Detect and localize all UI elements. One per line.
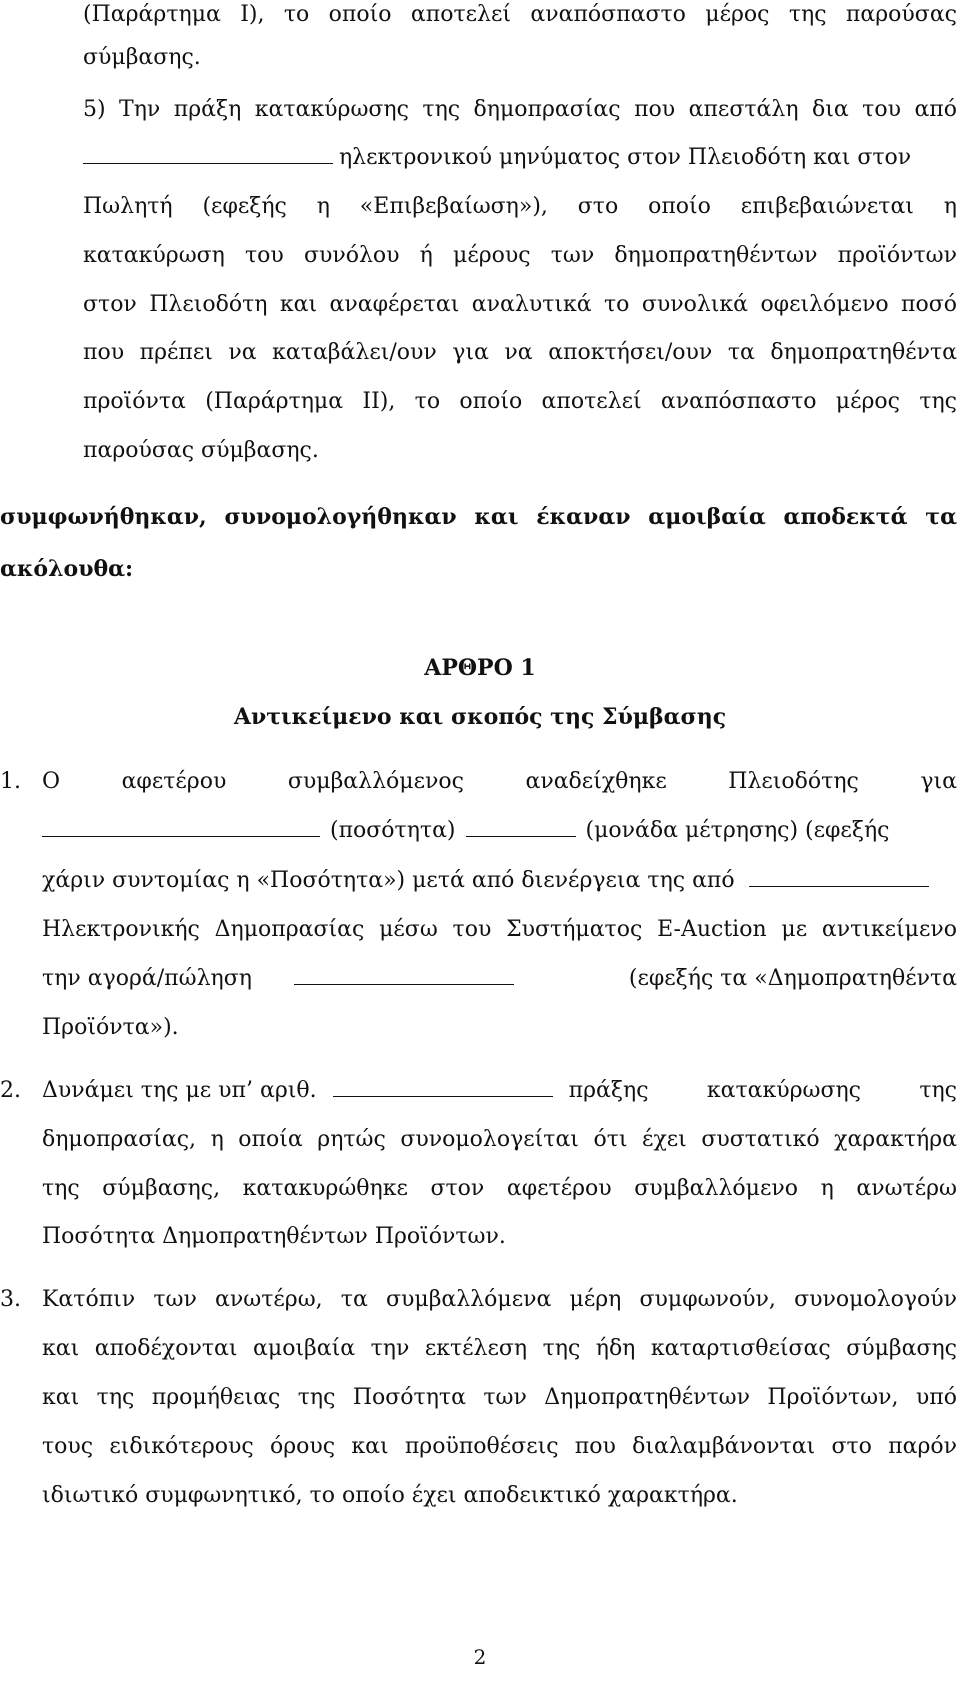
quantity-label: (ποσότητα) [330, 818, 456, 843]
agreement-line-2: ακόλουθα: [0, 556, 134, 582]
paragraph-2-line-3: της σύμβασης, κατακυρώθηκε στον αφετέρου συμβαλλόμενο η ανωτέρω [42, 1176, 957, 1201]
paragraph-2-number: 2. [0, 1078, 21, 1103]
blank-line [294, 964, 514, 985]
article-subheading: Αντικείμενο και σκοπός της Σύμβασης [233, 704, 727, 730]
paragraph-1-line-6: Προϊόντα»). [42, 1015, 179, 1040]
paragraph-2-line-4: Ποσότητα Δημοπρατηθέντων Προϊόντων. [42, 1224, 506, 1249]
paragraph-2-line-1 [42, 1076, 957, 1106]
prev-line-1: (Παράρτημα Ι), το οποίο αποτελεί αναπόσπαστο μέρος της παρούσας [83, 2, 957, 27]
paragraph-1-line-2 [42, 816, 957, 846]
blank-line [83, 143, 333, 164]
paragraph-1-line-5 [42, 964, 957, 994]
blank-line [333, 1076, 553, 1097]
paragraph-3-line-5: ιδιωτικό συμφωνητικό, το οποίο έχει αποδεικτικό χαρακτήρα. [42, 1483, 738, 1508]
item5-line-3: Πωλητή (εφεξής η «Επιβεβαίωση»), στο οποίο επιβεβαιώνεται η [83, 194, 957, 219]
paragraph-3-line-3: και της προμήθειας της Ποσότητα των Δημοπρατηθέντων Προϊόντων, υπό [42, 1385, 957, 1410]
paragraph-2-line-1a: Δυνάμει της με υπ’ αριθ. [42, 1078, 317, 1103]
paragraph-1-number: 1. [0, 769, 21, 794]
paragraph-3-number: 3. [0, 1287, 21, 1312]
item5-line-7: προϊόντα (Παράρτημα ΙΙ), το οποίο αποτελεί αναπόσπαστο μέρος της [83, 389, 957, 414]
paragraph-1-line-4: Ηλεκτρονικής Δημοπρασίας μέσω του Συστήματος E-Auction με αντικείμενο [42, 917, 957, 942]
item5-line-2 [83, 143, 957, 173]
item5-line-4: κατακύρωση του συνόλου ή μέρους των δημοπρατηθέντων προϊόντων [83, 243, 957, 268]
paragraph-2-line-2: δημοπρασίας, η οποία ρητώς συνομολογείται ότι έχει συστατικό χαρακτήρα [42, 1127, 957, 1152]
item5-line-5: στον Πλειοδότη και αναφέρεται αναλυτικά το συνολικά οφειλόμενο ποσό [83, 292, 957, 317]
paragraph-1-line-3 [42, 866, 957, 896]
products-label: (εφεξής τα «Δημοπρατηθέντα [628, 966, 957, 991]
page-number: 2 [473, 1645, 487, 1669]
paragraph-1-line-3-text: χάριν συντομίας η «Ποσότητα») μετά από διενέργεια της από [42, 868, 735, 893]
item5-line-6: που πρέπει να καταβάλει/ουν για να αποκτήσει/ουν τα δημοπρατηθέντα [83, 340, 957, 365]
item5-line-2-text: ηλεκτρονικού μηνύματος στον Πλειοδότη και στον [339, 145, 912, 170]
paragraph-3-line-4: τους ειδικότερους όρους και προϋποθέσεις που διαλαμβάνονται στο παρόν [42, 1434, 957, 1459]
agreement-line-1: συμφωνήθηκαν, συνομολογήθηκαν και έκαναν αμοιβαία αποδεκτά τα [0, 504, 957, 530]
paragraph-3-line-1: Κατόπιν των ανωτέρω, τα συμβαλλόμενα μέρη συμφωνούν, συνομολογούν [42, 1287, 957, 1312]
prev-line-2: σύμβασης. [83, 45, 201, 70]
blank-line [466, 816, 576, 837]
paragraph-2-line-1b: πράξης κατακύρωσης της [568, 1078, 957, 1103]
item5-line-8: παρούσας σύμβασης. [83, 438, 319, 463]
paragraph-3-line-2: και αποδέχονται αμοιβαία την εκτέλεση της ήδη καταρτισθείσας σύμβασης [42, 1336, 957, 1361]
blank-line [42, 816, 320, 837]
purchase-sale-label: την αγορά/πώληση [42, 966, 252, 991]
article-heading: ΑΡΘΡΟ 1 [424, 655, 536, 681]
blank-line [749, 866, 929, 887]
paragraph-1-line-1: Ο αφετέρου συμβαλλόμενος αναδείχθηκε Πλειοδότης για [42, 769, 957, 794]
item5-line-1: 5) Την πράξη κατακύρωσης της δημοπρασίας που απεστάλη δια του από [83, 97, 957, 122]
unit-label: (μονάδα μέτρησης) (εφεξής [585, 818, 890, 843]
